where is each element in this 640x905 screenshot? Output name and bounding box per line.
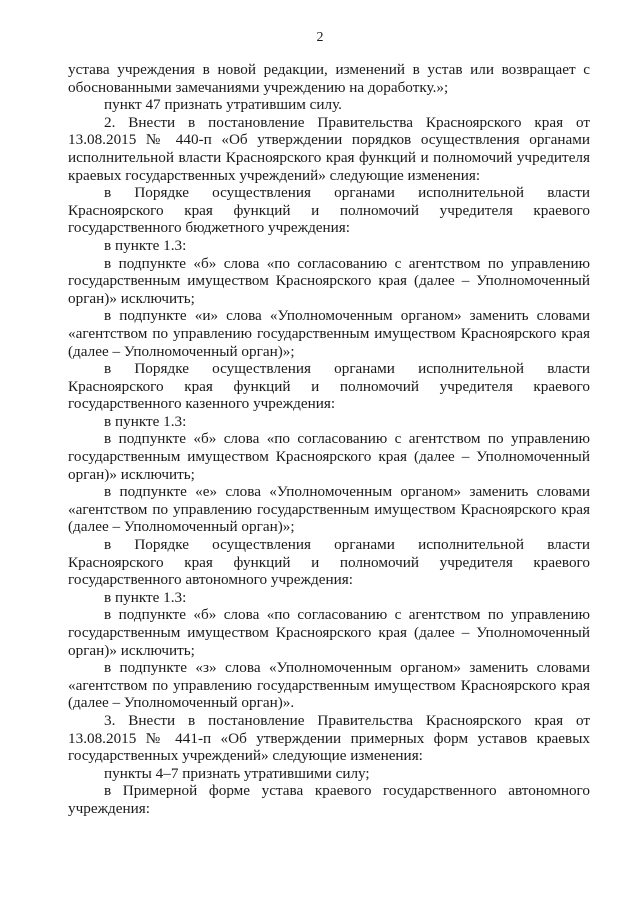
paragraph: в пункте 1.3: [104, 412, 187, 430]
paragraph: в Порядке осуществления органами исполнительной власти Красноярского края функций и полномочий учредителя краевого государственного казенного учреждения: [68, 360, 590, 413]
paragraph: пункт 47 признать утратившим силу. [104, 96, 342, 114]
paragraph: в Примерной форме устава краевого государственного автономного учреждения: [68, 782, 590, 817]
paragraph: в подпункте «б» слова «по согласованию с агентством по управлению государственным имуществом Красноярского края (далее – Уполномоченный орган)» исключить; [68, 430, 590, 483]
paragraph: 2. Внести в постановление Правительства Красноярского края от 13.08.2015 № 440-п «Об утверждении порядков осуществления органами исполнительной власти Красноярского края функций и полномочий учредителя краевых государственных учреждений» следующие изменения: [68, 113, 590, 184]
page-number: 2 [316, 30, 324, 45]
paragraph: в Порядке осуществления органами исполнительной власти Красноярского края функций и полномочий учредителя краевого государственного бюджетного учреждения: [68, 184, 590, 237]
paragraph: в подпункте «и» слова «Уполномоченным органом» заменить словами «агентством по управлению государственным имуществом Красноярского края (далее – Уполномоченный орган)»; [68, 307, 590, 360]
paragraph: в подпункте «б» слова «по согласованию с агентством по управлению государственным имуществом Красноярского края (далее – Уполномоченный орган)» исключить; [68, 254, 590, 307]
paragraph: пункты 4–7 признать утратившими силу; [104, 764, 370, 782]
paragraph: в подпункте «е» слова «Уполномоченным органом» заменить словами «агентством по управлению государственным имуществом Красноярского края (далее – Уполномоченный орган)»; [68, 483, 590, 536]
paragraph: в пункте 1.3: [104, 588, 187, 606]
paragraph: в подпункте «б» слова «по согласованию с агентством по управлению государственным имуществом Красноярского края (далее – Уполномоченный орган)» исключить; [68, 606, 590, 659]
paragraph: в пункте 1.3: [104, 236, 187, 254]
paragraph: в Порядке осуществления органами исполнительной власти Красноярского края функций и полномочий учредителя краевого государственного автономного учреждения: [68, 536, 590, 589]
paragraph: устава учреждения в новой редакции, изменений в устав или возвращает с обоснованными замечаниями учреждению на доработку.»; [68, 61, 590, 96]
paragraph: в подпункте «з» слова «Уполномоченным органом» заменить словами «агентством по управлению государственным имуществом Красноярского края (далее – Уполномоченный орган)». [68, 659, 590, 712]
document-body [68, 61, 590, 818]
paragraph: 3. Внести в постановление Правительства Красноярского края от 13.08.2015 № 441-п «Об утверждении примерных форм уставов краевых государственных учреждений» следующие изменения: [68, 711, 590, 765]
